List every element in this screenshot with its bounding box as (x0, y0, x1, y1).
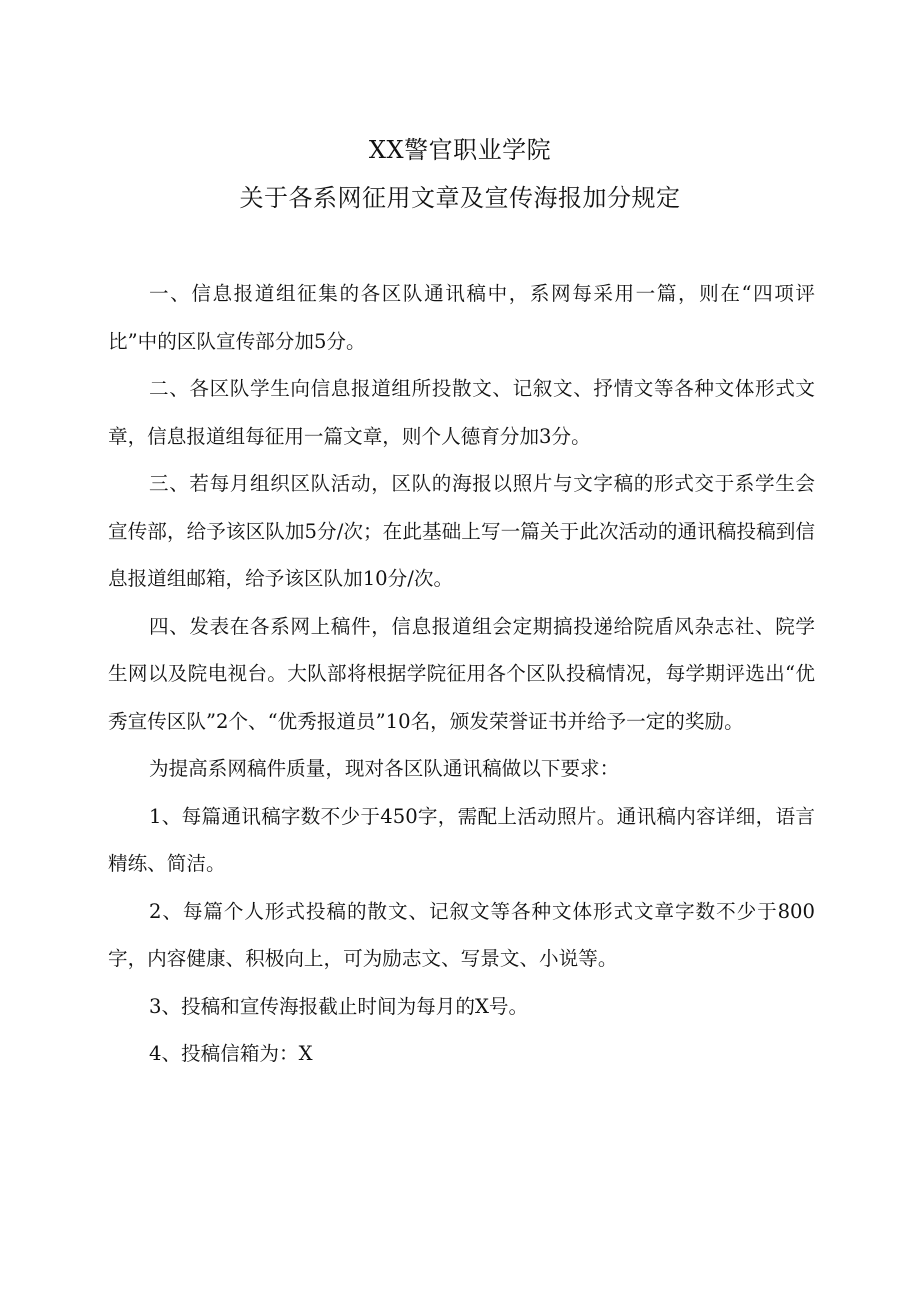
paragraph-rule-3: 三、若每月组织区队活动，区队的海报以照片与文字稿的形式交于系学生会宣传部，给予该区队加5分/次；在此基础上写一篇关于此次活动的通讯稿投稿到信息报道组邮箱，给予该区队加10分/次。 (108, 472, 815, 590)
paragraph-rule-4: 四、发表在各系网上稿件，信息报道组会定期搞投递给院盾风杂志社、院学生网以及院电视台。大队部将根据学院征用各个区队投稿情况，每学期评选出“优秀宣传区队”2个、“优秀报道员”10名，颁发荣誉证书并给予一定的奖励。 (108, 614, 815, 733)
paragraph-requirements-intro: 为提高系网稿件质量，现对各区队通讯稿做以下要求： (149, 757, 620, 780)
document-title-regulation: 关于各系网征用文章及宣传海报加分规定 (239, 184, 681, 212)
paragraph-requirement-4: 4、投稿信箱为：X (149, 1042, 313, 1065)
document-title-school: XX警官职业学院 (368, 136, 552, 164)
paragraph-requirement-3: 3、投稿和宣传海报截止时间为每月的X号。 (149, 994, 529, 1018)
paragraph-requirement-1: 1、每篇通讯稿字数不少于450字，需配上活动照片。通讯稿内容详细，语言精练、简洁。 (108, 804, 815, 875)
paragraph-rule-2: 二、各区队学生向信息报道组所投散文、记叙文、抒情文等各种文体形式文章，信息报道组每征用一篇文章，则个人德育分加3分。 (108, 377, 815, 448)
paragraph-rule-1: 一、信息报道组征集的各区队通讯稿中，系网每采用一篇，则在“四项评比”中的区队宣传部分加5分。 (108, 282, 815, 353)
paragraph-requirement-2: 2、每篇个人形式投稿的散文、记叙文等各种文体形式文章字数不少于800字，内容健康、积极向上，可为励志文、写景文、小说等。 (108, 899, 815, 970)
document-body (108, 270, 815, 1078)
